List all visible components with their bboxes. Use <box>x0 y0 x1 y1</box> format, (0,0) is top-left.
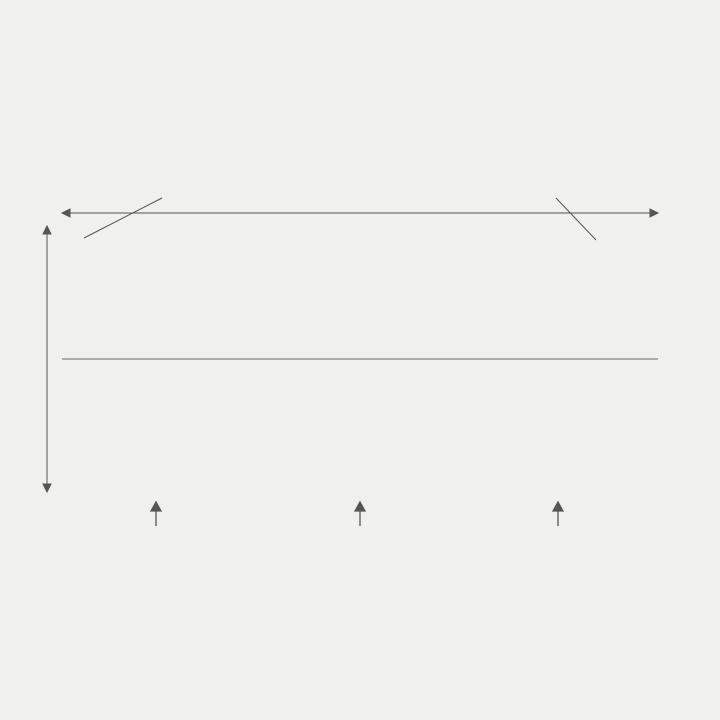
front-board-leader-line <box>84 198 162 238</box>
slat-leader-line <box>556 198 596 240</box>
